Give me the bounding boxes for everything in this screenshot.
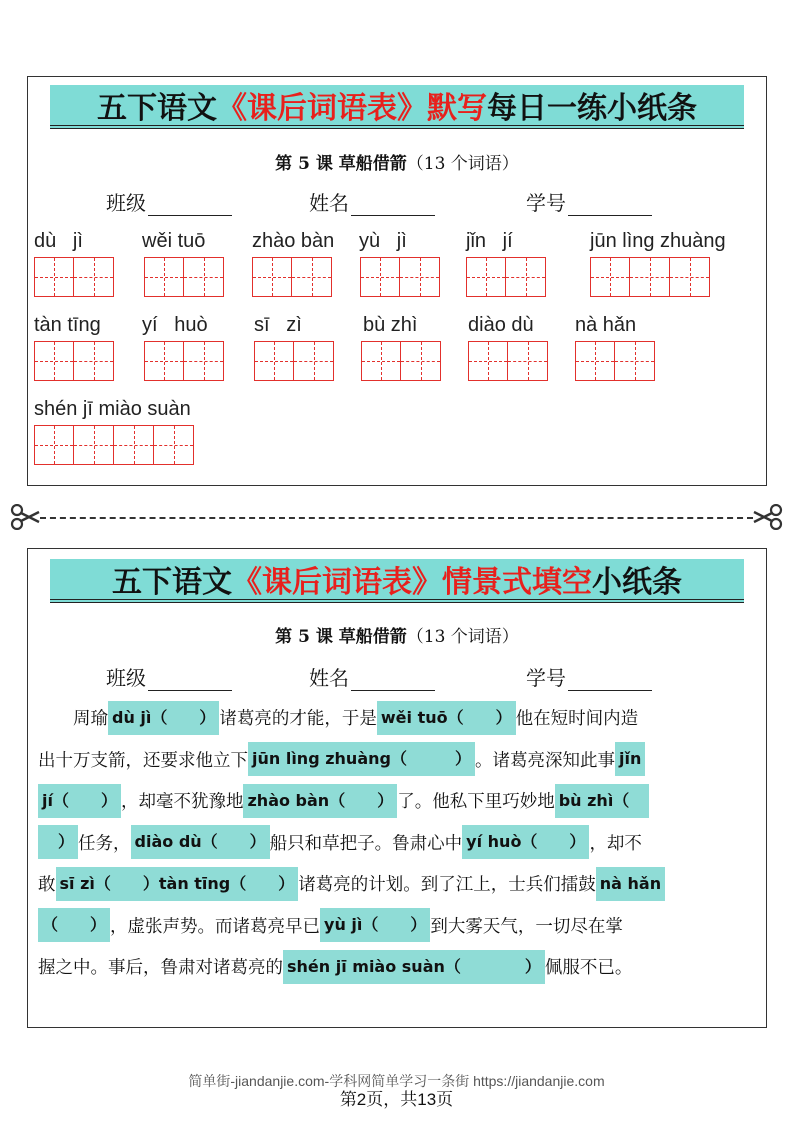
tian-zi-box[interactable] <box>154 425 194 465</box>
tian-zi-box[interactable] <box>34 257 74 297</box>
story-text: ，却不 <box>589 833 642 854</box>
story-text: 佩服不已。 <box>544 958 633 979</box>
title-red: 《课后词语表》默写 <box>217 91 487 126</box>
story-text: 了。他私下里巧妙地 <box>397 792 555 813</box>
writing-grid <box>144 341 224 381</box>
writing-grid <box>252 257 332 297</box>
writing-grid <box>361 341 441 381</box>
name-label: 姓名 <box>309 191 349 215</box>
card-title <box>50 85 744 129</box>
tian-zi-box[interactable] <box>34 341 74 381</box>
tian-zi-box[interactable] <box>74 257 114 297</box>
pinyin-blank[interactable]: dù jì（ ） <box>108 701 219 735</box>
tian-zi-box[interactable] <box>252 257 292 297</box>
word-count: （13 个词语） <box>406 154 519 174</box>
lesson-name: 第 5 课 草船借箭 <box>275 154 407 174</box>
story-line <box>38 780 760 822</box>
story-text: 他在短时间内造 <box>515 709 639 730</box>
tian-zi-box[interactable] <box>74 425 114 465</box>
class-blank[interactable] <box>148 196 232 216</box>
pinyin-blank[interactable]: zhào bàn（ ） <box>243 784 397 818</box>
story-line <box>38 905 760 947</box>
class-blank[interactable] <box>148 671 232 691</box>
tian-zi-box[interactable] <box>74 341 114 381</box>
name-label: 姓名 <box>309 666 349 690</box>
tian-zi-box[interactable] <box>144 341 184 381</box>
scissors-icon <box>753 504 783 530</box>
title-part2: 每日一练小纸条 <box>487 91 697 126</box>
story-text: ，却毫不犹豫地 <box>120 792 244 813</box>
tian-zi-box[interactable] <box>254 341 294 381</box>
pinyin-blank[interactable]: jǐn <box>615 742 645 776</box>
story-paragraph <box>38 697 760 988</box>
tian-zi-box[interactable] <box>400 257 440 297</box>
pinyin-blank[interactable]: nà hǎn <box>596 867 665 901</box>
writing-grid <box>590 257 710 297</box>
story-text: 诸葛亮的计划。到了江上，士兵们擂鼓 <box>298 875 596 896</box>
pinyin-blank[interactable]: bù zhì（ <box>555 784 650 818</box>
tian-zi-box[interactable] <box>575 341 615 381</box>
page-number: 第2页，共13页 <box>339 1090 454 1109</box>
pinyin-label: yí huò <box>142 314 208 336</box>
pinyin-label: bù zhì <box>363 314 418 336</box>
title-red: 《课后词语表》情景式填空 <box>232 565 592 600</box>
tian-zi-box[interactable] <box>361 341 401 381</box>
tian-zi-box[interactable] <box>508 341 548 381</box>
writing-grid <box>34 425 194 465</box>
tian-zi-box[interactable] <box>184 341 224 381</box>
title-part2: 小纸条 <box>592 565 682 600</box>
pinyin-label: zhào bàn <box>252 230 335 252</box>
tian-zi-box[interactable] <box>144 257 184 297</box>
pinyin-blank[interactable]: jí（ ） <box>38 784 121 818</box>
class-label: 班级 <box>106 666 146 690</box>
tian-zi-box[interactable] <box>506 257 546 297</box>
tian-zi-box[interactable] <box>294 341 334 381</box>
name-blank[interactable] <box>351 196 435 216</box>
pinyin-label: jūn lìng zhuàng <box>590 230 726 252</box>
pinyin-label: diào dù <box>468 314 534 336</box>
name-field[interactable] <box>309 662 435 691</box>
pinyin-blank[interactable]: （ ） <box>38 908 110 942</box>
tian-zi-box[interactable] <box>114 425 154 465</box>
tian-zi-box[interactable] <box>670 257 710 297</box>
student-id-field[interactable] <box>526 662 652 691</box>
writing-grid <box>575 341 655 381</box>
name-blank[interactable] <box>351 671 435 691</box>
pinyin-blank[interactable]: yù jì（ ） <box>320 908 430 942</box>
scissors-icon <box>10 504 40 530</box>
title-part1: 五下语文 <box>112 565 232 600</box>
writing-grid <box>34 341 114 381</box>
name-field[interactable] <box>309 187 435 216</box>
story-line <box>38 863 760 905</box>
pinyin-blank[interactable]: diào dù（ ） <box>131 825 270 859</box>
id-label: 学号 <box>526 666 566 690</box>
dashed-cut-line <box>40 517 753 519</box>
tian-zi-box[interactable] <box>292 257 332 297</box>
tian-zi-box[interactable] <box>615 341 655 381</box>
tian-zi-box[interactable] <box>630 257 670 297</box>
story-text: 到大雾天气，一切尽在掌 <box>430 916 623 937</box>
story-line <box>38 697 760 739</box>
card-title <box>50 559 744 603</box>
story-text: 任务， <box>78 833 131 854</box>
title-part1: 五下语文 <box>97 91 217 126</box>
fill-in-card <box>27 548 767 1028</box>
pinyin-label: nà hǎn <box>575 314 637 336</box>
writing-grid <box>254 341 334 381</box>
story-text: ，虚张声势。而诸葛亮早已 <box>110 916 321 937</box>
story-text: 周瑜 <box>38 709 108 730</box>
lesson-name: 第 5 课 草船借箭 <box>275 627 407 647</box>
story-line <box>38 739 760 781</box>
writing-grid <box>360 257 440 297</box>
story-text: 敢 <box>38 875 56 896</box>
story-text: 诸葛亮的才能，于是 <box>219 709 377 730</box>
story-text: 船只和草把子。鲁肃心中 <box>269 833 463 854</box>
tian-zi-box[interactable] <box>184 257 224 297</box>
lesson-heading <box>28 149 766 174</box>
class-field[interactable] <box>106 187 232 216</box>
id-label: 学号 <box>526 191 566 215</box>
pinyin-blank[interactable]: ） <box>38 825 78 859</box>
writing-grid <box>34 257 114 297</box>
writing-grid <box>468 341 548 381</box>
tian-zi-box[interactable] <box>468 341 508 381</box>
id-blank[interactable] <box>568 196 652 216</box>
story-text: 握之中。事后，鲁肃对诸葛亮的 <box>38 958 283 979</box>
pinyin-label: shén jī miào suàn <box>34 398 191 420</box>
tian-zi-box[interactable] <box>401 341 441 381</box>
tian-zi-box[interactable] <box>590 257 630 297</box>
pinyin-label: jǐn jí <box>466 230 513 252</box>
pinyin-label: sī zì <box>254 314 302 336</box>
story-line <box>38 946 760 988</box>
site-footer: 简单街-jiandanjie.com-学科网简单学习一条街 https://jiandanjie.com <box>188 1073 605 1089</box>
cut-line-row <box>10 504 783 530</box>
pinyin-label: yù jì <box>359 230 407 252</box>
pinyin-blank[interactable]: jūn lìng zhuàng（ ） <box>248 742 475 776</box>
writing-grid <box>466 257 546 297</box>
tian-zi-box[interactable] <box>466 257 506 297</box>
story-text: 。诸葛亮深知此事 <box>474 750 615 771</box>
pinyin-blank[interactable]: wěi tuō（ ） <box>377 701 516 735</box>
story-text: 出十万支箭，还要求他立下 <box>38 750 248 771</box>
tian-zi-box[interactable] <box>34 425 74 465</box>
pinyin-label: tàn tīng <box>34 314 101 336</box>
id-blank[interactable] <box>568 671 652 691</box>
student-id-field[interactable] <box>526 187 652 216</box>
pinyin-blank[interactable]: shén jī miào suàn（ ） <box>283 950 545 984</box>
writing-grid <box>144 257 224 297</box>
word-count: （13 个词语） <box>406 627 519 647</box>
pinyin-label: dù jì <box>34 230 83 252</box>
class-field[interactable] <box>106 662 232 691</box>
class-label: 班级 <box>106 191 146 215</box>
lesson-heading <box>28 622 766 647</box>
dictation-card <box>27 76 767 486</box>
pinyin-label: wěi tuō <box>142 230 206 252</box>
pinyin-blank[interactable]: yí huò（ ） <box>462 825 589 859</box>
story-line <box>38 822 760 864</box>
tian-zi-box[interactable] <box>360 257 400 297</box>
pinyin-blank[interactable]: sī zì（ ）tàn tīng（ ） <box>56 867 299 901</box>
